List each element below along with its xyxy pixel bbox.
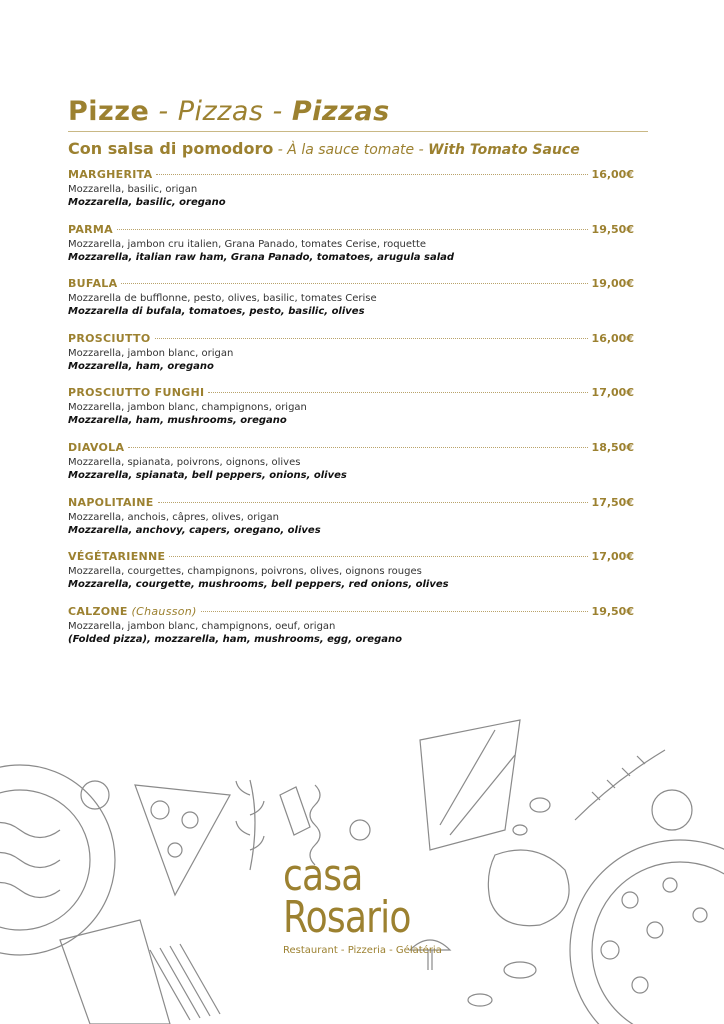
dot-leader [155,338,588,339]
title-separator: - [149,96,178,127]
menu-item-name [68,223,113,236]
menu-item [68,386,634,441]
menu-item [68,277,634,332]
menu-item-description-en: Mozzarella, basilic, oregano [68,197,226,208]
title-divider [68,131,648,132]
section-separator: - [273,142,288,158]
menu-item-name [68,332,151,345]
section-english: With Tomato Sauce [428,142,580,158]
menu-item-description-en: (Folded pizza), mozzarella, ham, mushrooms, egg, oregano [68,633,402,645]
menu-item-name [68,277,117,290]
dot-leader [117,229,588,230]
pizza-list [68,168,634,659]
tomato-icon [652,790,692,830]
menu-item-header [68,386,634,401]
menu-item-description-fr: Mozzarella, courgettes, champignons, poivrons, olives, oignons rouges [68,566,422,578]
menu-item-description-fr: Mozzarella, jambon cru italien, Grana Panado, tomates Cerise, roquette [68,238,427,250]
pizza-slice-icon [135,785,230,895]
menu-item-description-fr: Mozzarella, jambon blanc, champignons, oeuf, origan [68,620,336,632]
menu-item-price: 19,50€ [591,604,634,618]
dot-leader [156,174,587,175]
menu-item-title: NAPOLITAINE [68,495,154,509]
dot-leader [201,611,588,612]
menu-item-description-fr: Mozzarella, spianata, poivrons, oignons, olives [68,456,301,468]
menu-item-header [68,168,634,183]
menu-item-description-en: Mozzarella, spianata, bell peppers, onions, olives [68,469,347,481]
menu-item [68,550,634,605]
menu-item-title: DIAVOLA [68,440,125,454]
dot-leader [169,556,587,557]
garlic-icon [350,820,370,840]
menu-item-name [68,386,204,399]
title-separator: - [263,96,292,127]
menu-item-price: 18,50€ [591,440,634,454]
menu-item-description-fr: Mozzarella de bufflonne, pesto, olives, basilic, tomates Cerise [68,293,377,305]
menu-item [68,168,634,223]
menu-item-description-en: Mozzarella, anchovy, capers, oregano, olives [68,524,321,536]
menu-item-note: (Chausson) [127,604,197,618]
restaurant-logo [283,850,453,956]
section-heading [68,139,648,158]
menu-item-name [68,605,197,618]
dot-leader [128,447,587,448]
menu-item-description-fr: Mozzarella, anchois, câpres, olives, origan [68,511,279,523]
plate-icon [0,765,115,955]
menu-item [68,441,634,496]
menu-item-header [68,605,634,620]
title-french: Pizzas [177,96,264,127]
cutting-board-icon [60,920,170,1024]
salami-icon [81,781,109,809]
menu-item-header [68,332,634,347]
menu-item-description-en: Mozzarella, courgette, mushrooms, bell peppers, red onions, olives [68,579,449,591]
menu-item-price: 17,50€ [591,495,634,509]
menu-item-title: MARGHERITA [68,168,153,181]
menu-item-name [68,441,124,454]
menu-item-description-en: Mozzarella di bufala, tomatoes, pesto, basilic, olives [68,306,365,318]
title-english: Pizzas [291,96,390,127]
section-separator: - [414,142,429,158]
menu-item-title: PROSCIUTTO [68,331,151,345]
menu-item-header [68,441,634,456]
dot-leader [158,502,588,503]
menu-item-header [68,496,634,511]
section-italian: Con salsa di pomodoro [68,139,274,158]
knife-icon [440,730,495,825]
menu-item-price: 16,00€ [591,331,634,345]
bell-pepper-icon [488,850,569,926]
title-italian: Pizze [68,96,150,127]
menu-item-description-en: Mozzarella, ham, mushrooms, oregano [68,415,287,427]
menu-item-price: 17,00€ [591,550,634,564]
menu-item-description-fr: Mozzarella, jambon blanc, origan [68,347,234,359]
dot-leader [208,392,587,393]
menu-item-name [68,550,165,563]
menu-item [68,223,634,278]
menu-item-description-fr: Mozzarella, jambon blanc, champignons, origan [68,402,307,414]
menu-item-description-en: Mozzarella, ham, oregano [68,360,214,372]
menu-item-description-en: Mozzarella, italian raw ham, Grana Panado, tomatoes, arugula salad [68,251,455,263]
menu-item-title: CALZONE [68,604,128,618]
fork-icon [450,755,515,835]
page-title [68,96,648,127]
menu-item-title: PARMA [68,222,113,236]
logo-tagline: Restaurant - Pizzeria - Gélatéria [283,945,442,956]
menu-item [68,332,634,387]
menu-item-header [68,550,634,565]
menu-item-header [68,223,634,238]
menu-item [68,496,634,551]
napkin-icon [420,720,520,850]
menu-item-price: 17,00€ [591,386,634,400]
logo-line-casa: casa [283,850,363,901]
menu-item-title: VÉGÉTARIENNE [68,550,166,564]
section-french: À la sauce tomate [287,142,415,158]
menu-item [68,605,634,660]
menu-item-name [68,496,154,509]
logo-line-rosario: Rosario [283,892,411,943]
menu-item-name [68,168,152,181]
menu-item-description-fr: Mozzarella, basilic, origan [68,184,198,195]
dot-leader [121,283,587,284]
spaghetti-icon [150,944,220,1020]
menu-item-price: 19,00€ [591,277,634,291]
menu-item-title: BUFALA [68,277,118,291]
menu-item-header [68,277,634,292]
menu-item-price: 16,00€ [591,168,634,181]
penne-icon [280,787,310,835]
menu-item-title: PROSCIUTTO FUNGHI [68,386,205,400]
menu-item-price: 19,50€ [591,222,634,236]
